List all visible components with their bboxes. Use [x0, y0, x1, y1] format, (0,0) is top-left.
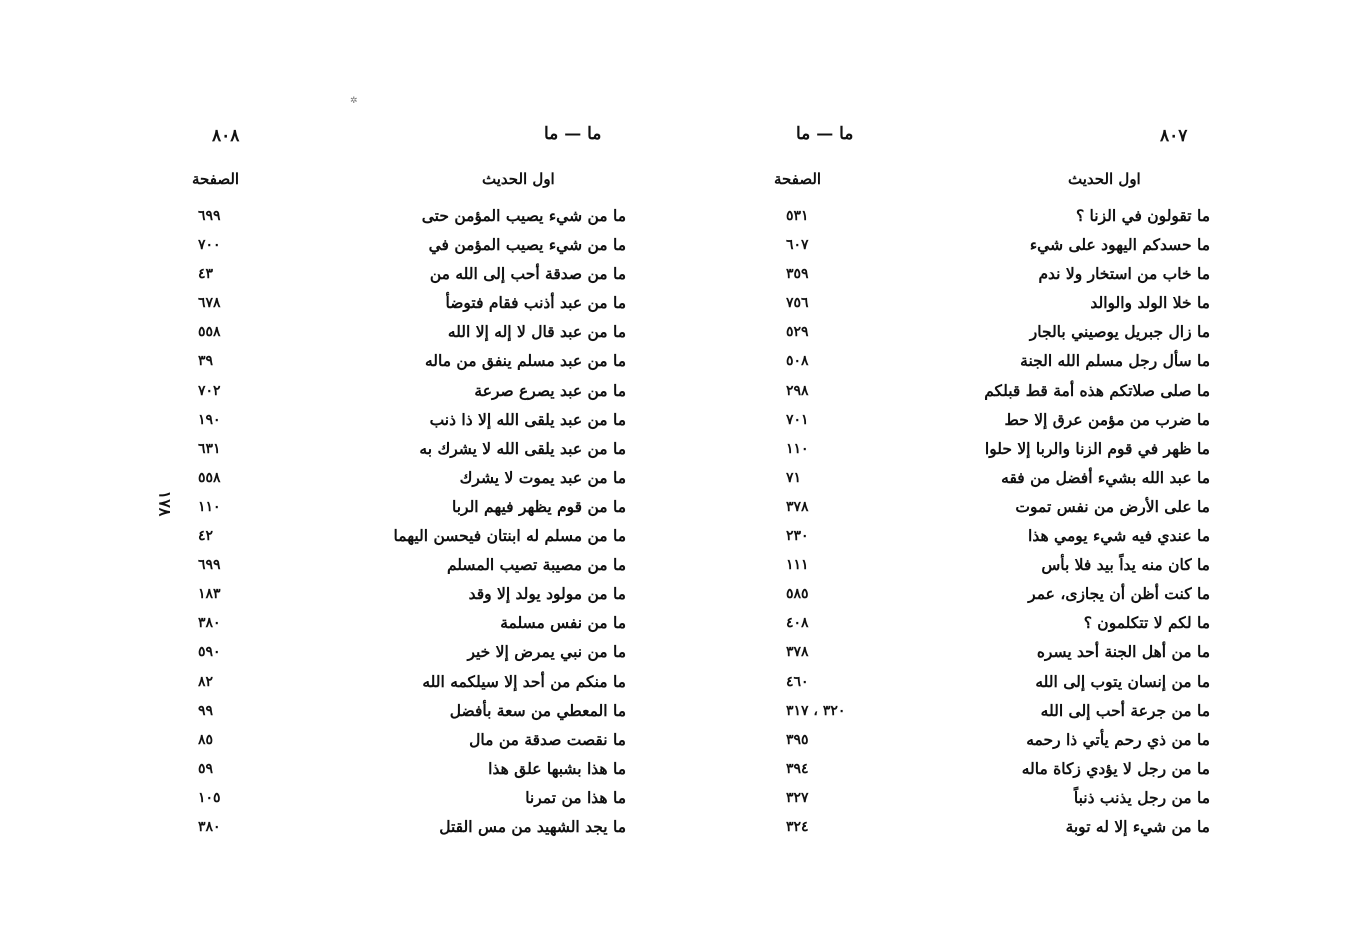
page-reference: ٤٦٠	[786, 673, 809, 690]
hadith-opening-text: ما منكم من أحد إلا سيلكمه الله	[422, 671, 626, 691]
right-running-head: ما — ما	[796, 124, 854, 144]
page-reference: ٣٧٨	[786, 498, 809, 515]
index-entry-row	[0, 759, 680, 788]
page-reference: ٧٠٠	[198, 237, 221, 254]
page-reference: ٣٢٧	[786, 789, 809, 806]
hadith-opening-text: ما من قوم يظهر فيهم الربا	[451, 496, 626, 516]
page-reference: ١٠٥	[198, 789, 221, 806]
index-entry-row	[680, 293, 1356, 322]
page-reference: ٧٠١	[786, 411, 809, 428]
hadith-opening-text: ما عبد الله بشيء أفضل من فقه	[1001, 467, 1210, 487]
hadith-opening-text: ما ضرب من مؤمن عرق إلا حط	[1004, 409, 1210, 429]
page-reference: ٤٣	[198, 266, 214, 283]
index-entry-row	[0, 497, 680, 526]
hadith-opening-text: ما من عبد يموت لا يشرك	[459, 467, 626, 487]
hadith-opening-text: ما من عبد أذنب فقام فتوضأ	[445, 293, 626, 313]
index-entry-row	[0, 410, 680, 439]
index-entry-row	[0, 381, 680, 410]
index-entry-row	[0, 555, 680, 584]
page-reference: ٣٩	[198, 353, 214, 370]
index-entry-row	[0, 730, 680, 759]
hadith-opening-text: ما سأل رجل مسلم الله الجنة	[1020, 351, 1210, 371]
index-entry-row	[680, 555, 1356, 584]
page-reference: ٧٥٦	[786, 295, 809, 312]
page-reference: ٣٨٠	[198, 615, 221, 632]
hadith-opening-text: ما من مصيبة تصيب المسلم	[446, 555, 626, 575]
page-reference: ٤٢	[198, 528, 214, 545]
index-entry-row	[0, 439, 680, 468]
hadith-opening-text: ما من ذي رحم يأتي ذا رحمه	[1026, 729, 1210, 749]
scan-speck: ✲	[350, 96, 358, 106]
hadith-opening-text: ما زال جبريل يوصيني بالجار	[1029, 322, 1210, 342]
index-entry-row	[680, 672, 1356, 701]
index-entry-row	[680, 468, 1356, 497]
hadith-opening-text: ما من نفس مسلمة	[500, 613, 626, 633]
index-entry-row	[0, 701, 680, 730]
index-entry-row	[680, 497, 1356, 526]
page-reference: ٣٢٠ ، ٣١٧	[786, 702, 846, 719]
page-reference: ١١٠	[198, 498, 221, 515]
page-reference: ١٨٣	[198, 586, 221, 603]
page-reference: ٧١	[786, 469, 802, 486]
hadith-opening-text: ما كنت أظن أن يجازى، عمر	[1028, 584, 1210, 604]
index-entry-row	[0, 468, 680, 497]
hadith-opening-text: ما من رجل يذنب ذنباً	[1073, 787, 1210, 807]
right-page	[680, 0, 1356, 944]
left-running-head: ما — ما	[544, 124, 602, 144]
page-reference: ٣٩٥	[786, 731, 809, 748]
right-column-header-page: الصفحة	[774, 170, 822, 188]
index-entry-row	[0, 351, 680, 380]
hadith-opening-text: ما من صدقة أحب إلى الله من	[429, 264, 626, 284]
page-reference: ٣٢٤	[786, 818, 809, 835]
page-reference: ٦٧٨	[198, 295, 221, 312]
page-reference: ٥٥٨	[198, 469, 221, 486]
hadith-opening-text: ما من مسلم له ابنتان فيحسن اليهما	[393, 526, 626, 546]
index-entry-row	[0, 235, 680, 264]
hadith-opening-text: ما من عبد يلقى الله إلا ذا ذنب	[429, 409, 626, 429]
left-page-number: ٨٠٨	[212, 126, 240, 146]
index-entry-row	[680, 788, 1356, 817]
right-entry-list	[680, 206, 1356, 846]
hadith-opening-text: ما يجد الشهيد من مس القتل	[439, 816, 626, 836]
index-entry-row	[680, 439, 1356, 468]
page-reference: ٥٩	[198, 760, 214, 777]
page-reference: ٨٥	[198, 731, 214, 748]
index-entry-row	[680, 584, 1356, 613]
hadith-opening-text: ما خاب من استخار ولا ندم	[1038, 264, 1210, 284]
index-entry-row	[0, 584, 680, 613]
hadith-opening-text: ما هذا من تمرنا	[525, 787, 626, 807]
left-column-header-title: اول الحديث	[482, 170, 555, 188]
index-entry-row	[680, 759, 1356, 788]
index-entry-row	[680, 322, 1356, 351]
page-reference: ٥٨٥	[786, 586, 809, 603]
hadith-opening-text: ما من رجل لا يؤدي زكاة ماله	[1021, 758, 1210, 778]
page-reference: ٦٠٧	[786, 237, 809, 254]
page-reference: ١١٠	[786, 440, 809, 457]
index-entry-row	[0, 642, 680, 671]
page-reference: ٨٢	[198, 673, 214, 690]
index-entry-row	[680, 613, 1356, 642]
hadith-opening-text: ما من عبد يصرع صرعة	[474, 380, 626, 400]
index-entry-row	[680, 642, 1356, 671]
hadith-opening-text: ما عندي فيه شيء يومي هذا	[1028, 526, 1210, 546]
hadith-opening-text: ما حسدكم اليهود على شيء	[1029, 235, 1210, 255]
left-entry-list	[0, 206, 680, 846]
page-reference: ٣٧٨	[786, 644, 809, 661]
index-entry-row	[0, 788, 680, 817]
page-reference: ١٩٠	[198, 411, 221, 428]
index-entry-row	[0, 322, 680, 351]
hadith-opening-text: ما من شيء يصيب المؤمن في	[428, 235, 626, 255]
page-reference: ٥٣١	[786, 208, 809, 224]
page-reference: ٥٢٩	[786, 324, 809, 341]
page-reference: ٦٩٩	[198, 557, 221, 574]
hadith-opening-text: ما من عبد مسلم ينفق من ماله	[424, 351, 626, 371]
page-reference: ٥٠٨	[786, 353, 809, 370]
page-reference: ٣٨٠	[198, 818, 221, 835]
index-entry-row	[0, 293, 680, 322]
hadith-opening-text: ما من نبي يمرض إلا خير	[467, 642, 626, 662]
page-reference: ٢٩٨	[786, 382, 809, 399]
hadith-opening-text: ما من مولود يولد إلا وقد	[468, 584, 626, 604]
index-entry-row	[680, 701, 1356, 730]
hadith-opening-text: ما من شيء إلا له توبة	[1065, 816, 1210, 836]
right-column-header-title: اول الحديث	[1068, 170, 1141, 188]
page-reference: ٦٣١	[198, 440, 221, 457]
hadith-opening-text: ما ظهر في قوم الزنا والربا إلا حلوا	[984, 438, 1210, 458]
hadith-opening-text: ما خلا الولد والوالد	[1090, 293, 1210, 313]
page-reference: ٥٥٨	[198, 324, 221, 341]
hadith-opening-text: ما المعطي من سعة بأفضل	[449, 700, 626, 720]
index-entry-row	[680, 351, 1356, 380]
index-entry-row	[0, 672, 680, 701]
hadith-opening-text: ما نقصت صدقة من مال	[469, 729, 626, 749]
hadith-opening-text: ما صلى صلاتكم هذه أمة قط قبلكم	[984, 380, 1210, 400]
hadith-opening-text: ما من أهل الجنة أحد يسره	[1036, 642, 1210, 662]
left-column-header-page: الصفحة	[192, 170, 240, 188]
hadith-opening-text: ما على الأرض من نفس تموت	[1015, 496, 1210, 516]
hadith-opening-text: ما من شيء يصيب المؤمن حتى	[421, 206, 626, 225]
hadith-opening-text: ما من عبد يلقى الله لا يشرك به	[419, 438, 626, 458]
margin-page-note: ١٧٨	[155, 490, 175, 517]
index-entry-row	[680, 264, 1356, 293]
index-entry-row	[0, 264, 680, 293]
page-reference: ٩٩	[198, 702, 214, 719]
index-entry-row	[680, 235, 1356, 264]
index-entry-row	[0, 206, 680, 235]
index-entry-row	[0, 526, 680, 555]
index-entry-row	[680, 381, 1356, 410]
hadith-opening-text: ما من جرعة أحب إلى الله	[1040, 700, 1210, 720]
hadith-opening-text: ما تقولون في الزنا ؟	[1075, 206, 1210, 225]
hadith-opening-text: ما لكم لا تتكلمون ؟	[1083, 613, 1210, 633]
index-entry-row	[680, 730, 1356, 759]
page-reference: ١١١	[786, 557, 809, 574]
index-entry-row	[0, 613, 680, 642]
index-entry-row	[680, 410, 1356, 439]
page-reference: ٦٩٩	[198, 208, 221, 224]
page-reference: ٥٩٠	[198, 644, 221, 661]
page-reference: ٣٥٩	[786, 266, 809, 283]
page-reference: ٧٠٢	[198, 382, 221, 399]
index-entry-row	[680, 526, 1356, 555]
index-entry-row	[680, 817, 1356, 846]
page-reference: ٢٣٠	[786, 528, 809, 545]
hadith-opening-text: ما كان منه يداً بيد فلا بأس	[1041, 555, 1210, 575]
right-page-number: ٨٠٧	[1160, 126, 1188, 146]
index-entry-row	[0, 817, 680, 846]
index-entry-row	[680, 206, 1356, 235]
hadith-opening-text: ما هذا بشبها علق هذا	[488, 758, 626, 778]
hadith-opening-text: ما من عبد قال لا إله إلا الله	[447, 322, 626, 342]
hadith-opening-text: ما من إنسان يتوب إلى الله	[1035, 671, 1210, 691]
page-reference: ٤٠٨	[786, 615, 809, 632]
page-reference: ٣٩٤	[786, 760, 809, 777]
